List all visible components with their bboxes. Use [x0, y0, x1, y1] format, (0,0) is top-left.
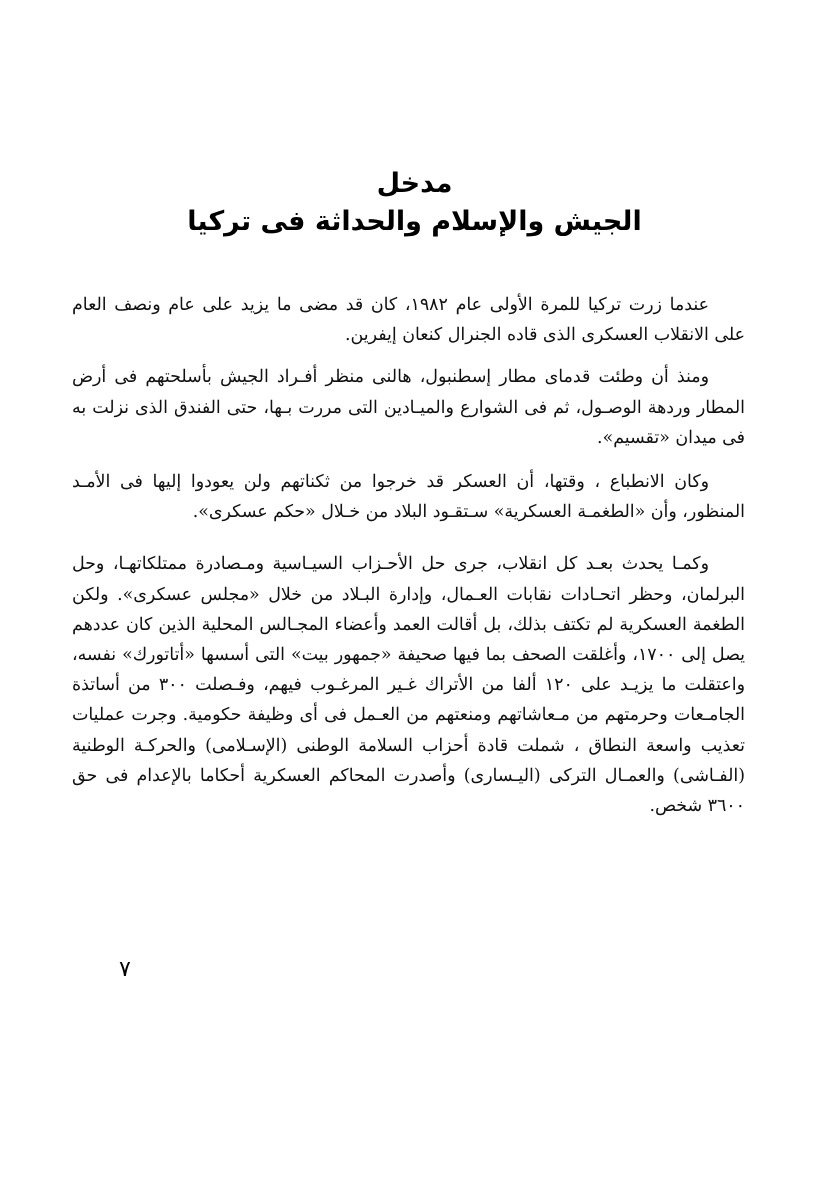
- paragraph-2: ومنذ أن وطئت قدماى مطار إسطنبول، هالنى منظر أفـراد الجيش بأسلحتهم فى أرض المطار وردهة الوصـول، ثم فى الشوارع والميـادين التى مررت بـها، حتى الفندق الذى نزلت به فى ميدان «تقسيم».: [72, 367, 745, 448]
- page-number: ٧: [119, 957, 131, 982]
- paragraph-1: عندما زرت تركيا للمرة الأولى عام ١٩٨٢، كان قد مضى ما يزيد على عام ونصف العام على الانقلاب العسكرى الذى قاده الجنرال كنعان إيفرين.: [72, 295, 745, 346]
- chapter-label: مدخل: [376, 168, 453, 199]
- chapter-title: الجيش والإسلام والحداثة فى تركيا: [187, 206, 642, 237]
- body-text: [72, 290, 745, 837]
- paragraph-3: وكان الانطباع ، وقتها، أن العسكر قد خرجوا من ثكناتهم ولن يعودوا إليها فى الأمـد المنظور، وأن «الطغمـة العسكرية» سـتقـود البلاد من خـلال «حكم عسكرى».: [72, 472, 745, 523]
- paragraph-4: وكمـا يحدث بعـد كل انقلاب، جرى حل الأحـزاب السيـاسية ومـصادرة ممتلكاتهـا، وحل البرلمان، وحظر اتحـادات نقابات العـمال، وإدارة البـلاد من خلال «مجلس عسكرى». ولكن الطغمة العسكرية لم تكتف بذلك، بل أقالت العمد وأعضاء المجـالس المحلية الذين كان عددهم يصل إلى ١٧٠٠، وأغلقت الصحف بما فيها صحيفة «جمهور بيت» التى أسسها «أتاتورك» نفسه، واعتقلت ما يزيـد على ١٢٠ ألفا من الأتراك غـير المرغـوب فيهم، وفـصلت ٣٠٠ من أساتذة الجامـعات وحرمتهم من مـعاشاتهم ومنعتهم من العـمل فى أى وظيفة حكومية. وجرت عمليات تعذيب واسعة النطاق ، شملت قادة أحزاب السلامة الوطنى (الإسـلامى) والحركـة الوطنية (الفـاشى) والعمـال التركى (اليـسارى) وأصدرت المحاكم العسكرية أحكاما بالإعدام فى حق ٣٦٠٠ شخص.: [72, 554, 746, 817]
